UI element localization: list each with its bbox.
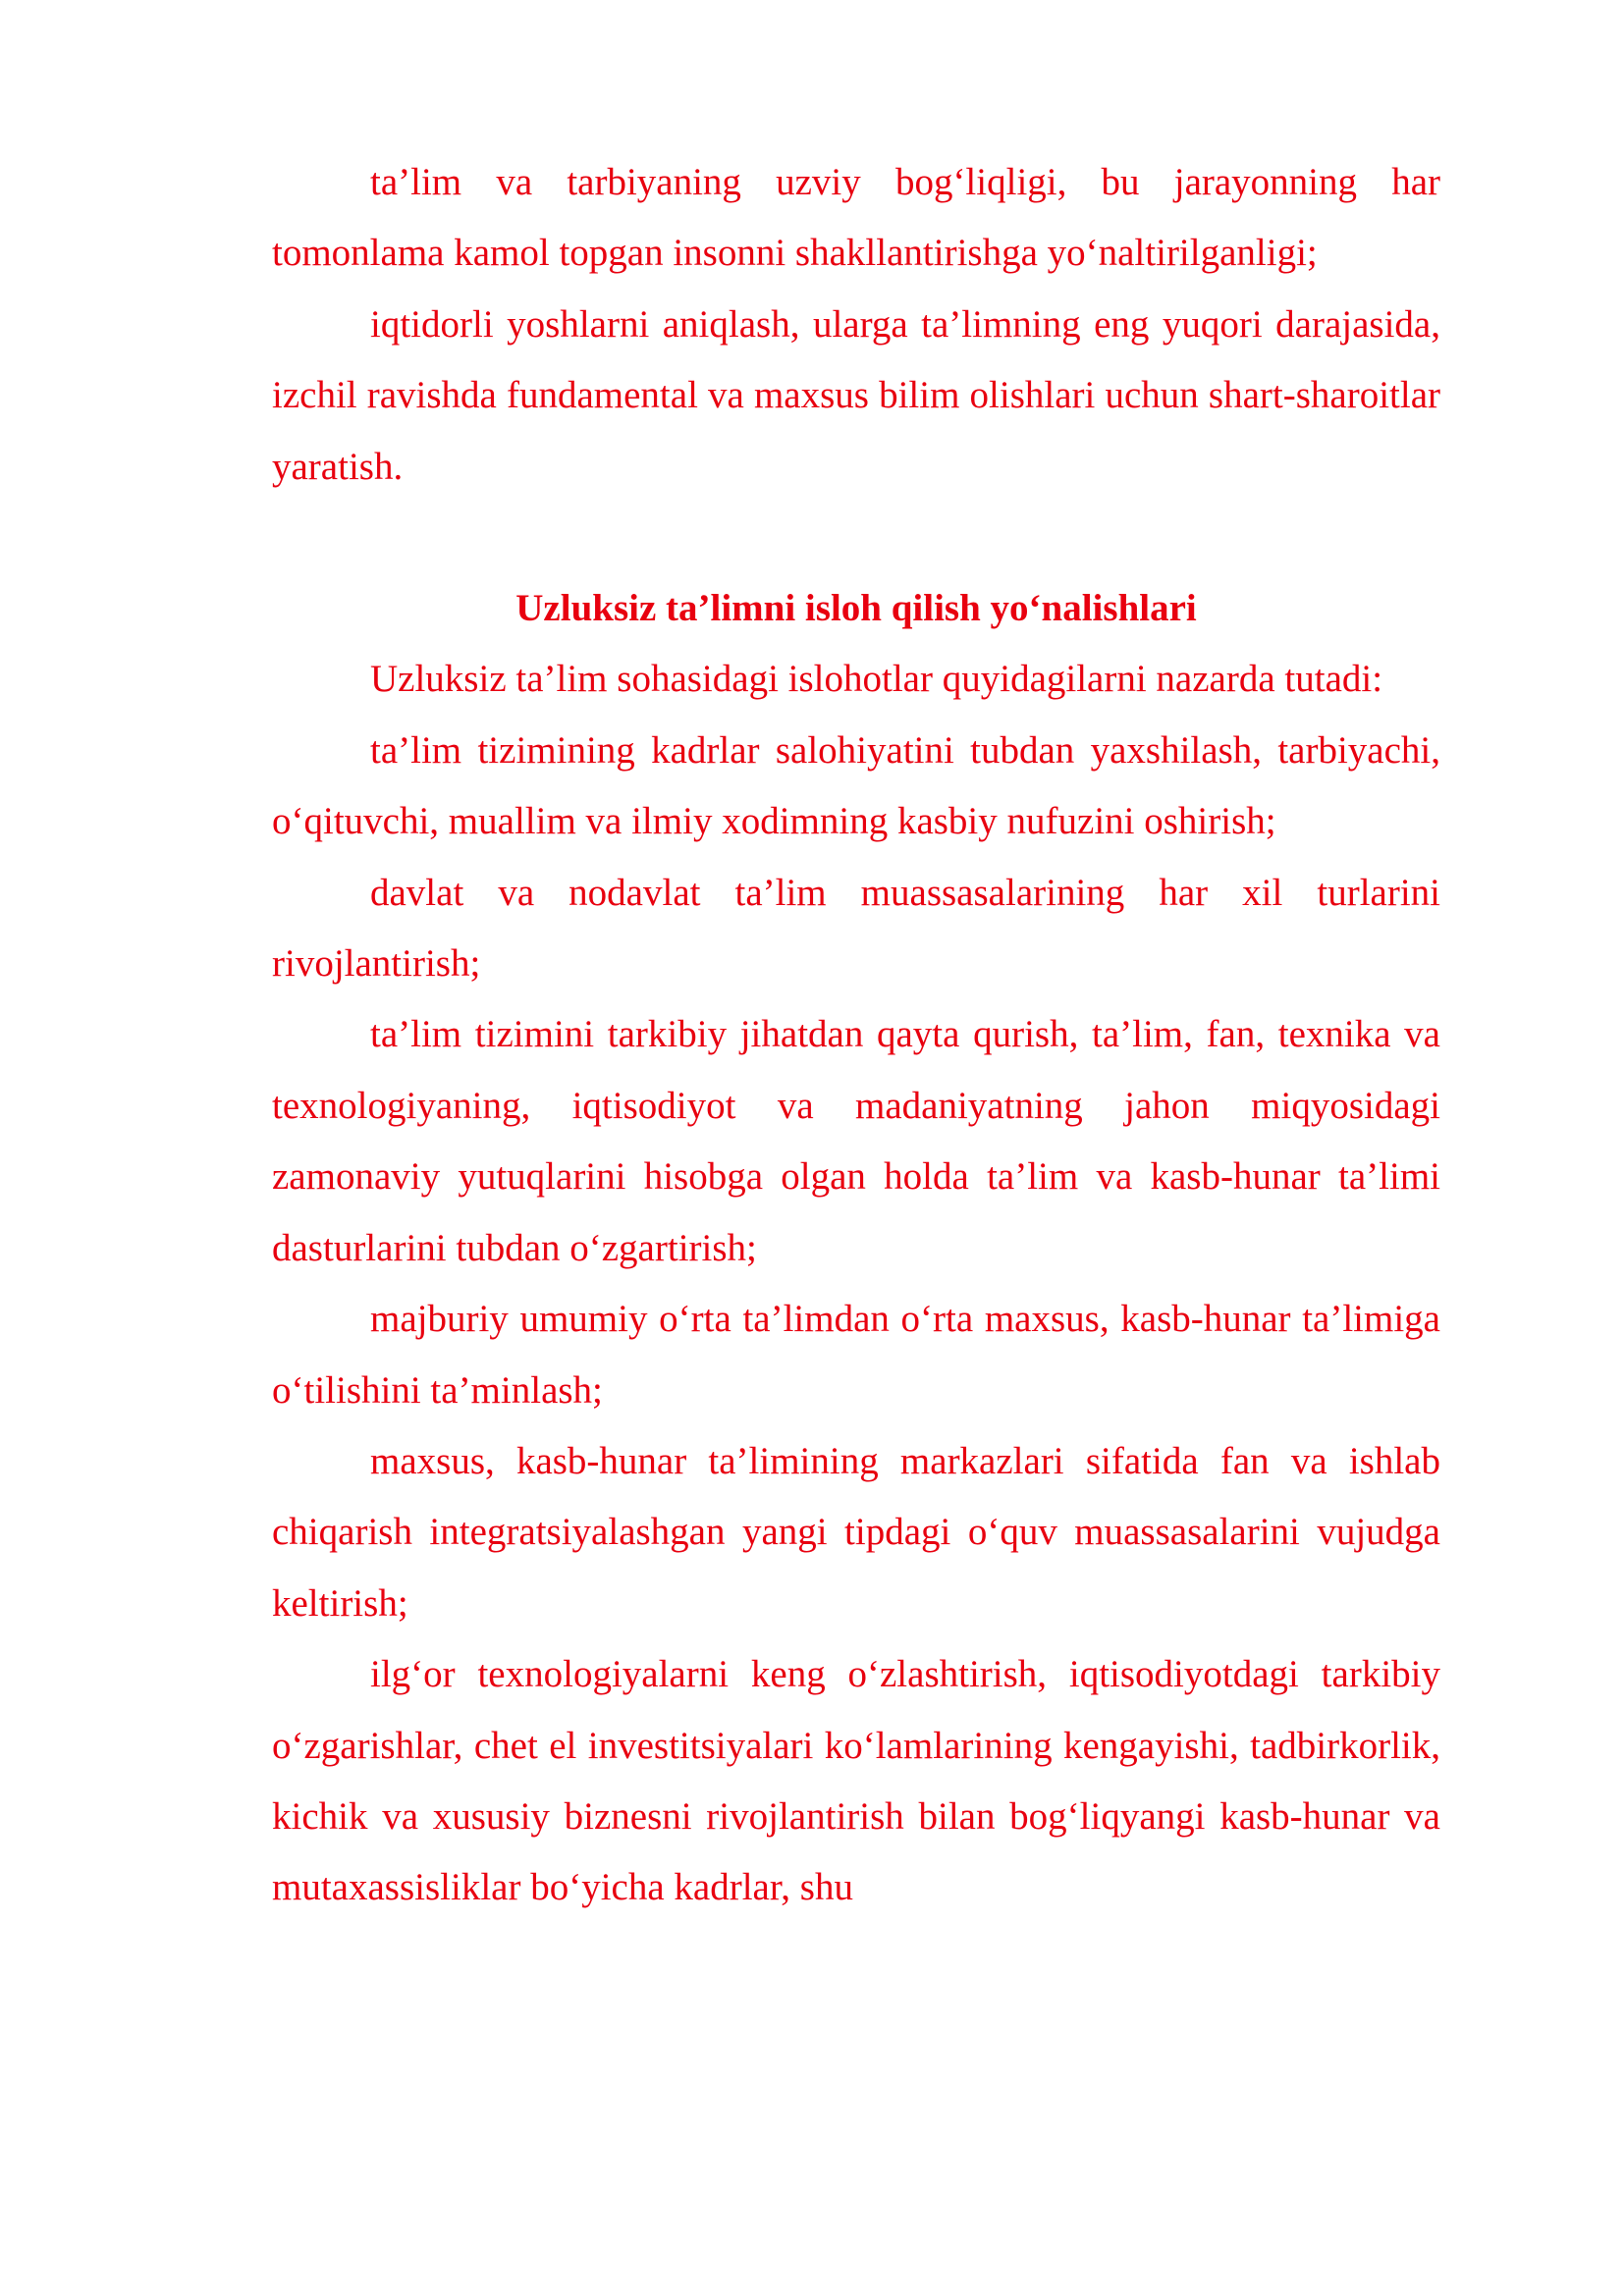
intro-paragraph-1: ta’lim va tarbiyaning uzviy bog‘liqligi, bu jarayonning har tomonlama kamol topgan insonni shakllantirishga yo‘naltirilganligi; [272, 161, 1440, 275]
section-paragraph-2: ta’lim tizimining kadrlar salohiyatini tubdan yaxshilash, tarbiyachi, o‘qituvchi, muallim va ilmiy xodimning kasbiy nufuzini oshirish; [272, 728, 1440, 843]
section-paragraph-1: Uzluksiz ta’lim sohasidagi islohotlar quyidagilarni nazarda tutadi: [370, 658, 1383, 701]
section-heading: Uzluksiz ta’limni isloh qilish yo‘nalishlari [515, 587, 1197, 630]
document-page [272, 147, 1440, 1924]
intro-paragraph-2: iqtidorli yoshlarni aniqlash, ularga ta’limning eng yuqori darajasida, izchil ravishda fundamental va maxsus bilim olishlari uchun shart-sharoitlar yaratish. [272, 302, 1440, 488]
section-paragraph-5: majburiy umumiy o‘rta ta’limdan o‘rta maxsus, kasb-hunar ta’limiga o‘tilishini ta’minlash; [272, 1298, 1440, 1412]
section-paragraph-7: ilg‘or texnologiyalarni keng o‘zlashtirish, iqtisodiyotdagi tarkibiy o‘zgarishlar, chet el investitsiyalari ko‘lamlarining kengayishi, tadbirkorlik, kichik va xususiy biznesni rivojlantirish bilan bog‘liqyangi kasb-hunar va mutaxassisliklar bo‘yicha kadrlar, shu [272, 1653, 1440, 1909]
section-paragraph-6: maxsus, kasb-hunar ta’limining markazlari sifatida fan va ishlab chiqarish integratsiyalashgan yangi tipdagi o‘quv muassasalarini vujudga keltirish; [272, 1439, 1440, 1625]
section-paragraph-4: ta’lim tizimini tarkibiy jihatdan qayta qurish, ta’lim, fan, texnika va texnologiyaning, iqtisodiyot va madaniyatning jahon miqyosidagi zamonaviy yutuqlarini hisobga olgan holda ta’lim va kasb-hunar ta’limi dasturlarini tubdan o‘zgartirish; [272, 1013, 1440, 1269]
section-paragraph-3: davlat va nodavlat ta’lim muassasalarining har xil turlarini rivojlantirish; [272, 871, 1440, 986]
